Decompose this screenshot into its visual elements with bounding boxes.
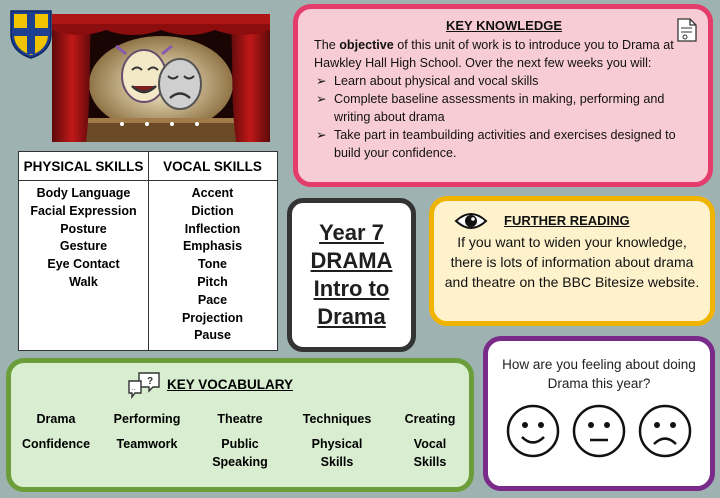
vocal-skill-item: Diction: [191, 203, 234, 218]
title-line: Drama: [317, 304, 386, 329]
physical-skills-header: PHYSICAL SKILLS: [19, 152, 148, 181]
vocab-word: Public Speaking: [212, 437, 268, 469]
bullet-text: Complete baseline assessments in making, performing and writing about drama: [334, 92, 665, 124]
vocab-word: Drama: [36, 412, 76, 426]
unit-title-box: [287, 198, 416, 352]
further-reading-title: FURTHER READING: [504, 213, 630, 228]
key-knowledge-panel: [293, 4, 713, 187]
key-vocabulary-panel: [6, 358, 474, 492]
title-line: DRAMA: [310, 248, 393, 273]
knowledge-bullet: [314, 90, 694, 126]
vocal-skill-item: Accent: [191, 186, 234, 200]
bullet-text: Learn about physical and vocal skills: [334, 74, 539, 88]
knowledge-bullet: [314, 72, 694, 90]
arrow-bullet-icon: ➢: [316, 92, 327, 106]
arrow-bullet-icon: ➢: [316, 74, 327, 88]
physical-skill-item: Body Language: [36, 186, 131, 200]
vocab-word: Vocal Skills: [413, 437, 447, 469]
school-crest-logo: [8, 8, 54, 60]
bullet-text: Take part in teambuilding activities and exercises designed to build your confidence.: [334, 128, 676, 160]
physical-skill-item: Facial Expression: [30, 203, 137, 218]
feeling-check-panel: [483, 336, 715, 491]
vocab-word: Confidence: [21, 437, 91, 451]
svg-text:..: ..: [131, 383, 136, 392]
vocal-skills-column: [148, 152, 277, 350]
intro-text: The: [314, 38, 340, 52]
eye-icon: [454, 210, 488, 232]
further-reading-text: If you want to widen your knowledge, there is lots of information about drama and theatre on the BBC Bitesize website.: [444, 234, 700, 290]
sad-face-icon[interactable]: [638, 404, 692, 458]
vocab-word: Creating: [404, 412, 456, 426]
physical-skill-item: Gesture: [59, 239, 108, 254]
vocab-word: Techniques: [302, 412, 372, 426]
vocal-skill-item: Inflection: [184, 221, 241, 236]
vocab-word: Teamwork: [116, 437, 178, 451]
vocal-skill-item: Pace: [197, 292, 228, 307]
theatre-masks-image: [52, 14, 270, 142]
key-vocabulary-title: KEY VOCABULARY: [167, 377, 294, 392]
chat-bubbles-icon: [127, 371, 161, 401]
physical-skill-item: Walk: [69, 274, 98, 289]
arrow-bullet-icon: ➢: [316, 128, 327, 142]
physical-skill-item: Posture: [60, 221, 107, 236]
vocal-skill-item: Pitch: [197, 274, 228, 289]
physical-skills-column: [19, 152, 149, 350]
title-line: Intro to: [313, 276, 390, 301]
vocal-skill-item: Pause: [194, 328, 231, 343]
objective-word: objective: [339, 38, 394, 52]
happy-face-icon[interactable]: [506, 404, 560, 458]
neutral-face-icon[interactable]: [572, 404, 626, 458]
svg-text:?: ?: [147, 376, 154, 387]
key-knowledge-title: KEY KNOWLEDGE: [445, 18, 563, 33]
knowledge-bullet: [314, 126, 694, 162]
skills-table: [18, 151, 278, 351]
intro-text: of this unit of work is to introduce you to Drama at Hawkley Hall High School. Over the next few weeks you will:: [314, 38, 674, 70]
key-knowledge-intro: [314, 36, 694, 72]
vocal-skills-header: VOCAL SKILLS: [148, 152, 277, 181]
vocab-word: Physical Skills: [311, 437, 363, 469]
vocal-skill-item: Emphasis: [182, 239, 243, 254]
vocal-skill-item: Projection: [181, 310, 244, 325]
unit-title: [311, 219, 393, 331]
vocab-word: Performing: [113, 412, 181, 426]
vocal-skill-item: Tone: [198, 257, 227, 272]
key-knowledge-list: [314, 72, 694, 162]
title-line: Year 7: [319, 220, 384, 245]
physical-skill-item: Eye Contact: [47, 257, 120, 272]
vocab-word: Theatre: [217, 412, 263, 426]
feeling-question: How are you feeling about doing Drama this year?: [502, 357, 696, 391]
document-icon: [676, 17, 698, 43]
further-reading-panel: [429, 196, 715, 326]
